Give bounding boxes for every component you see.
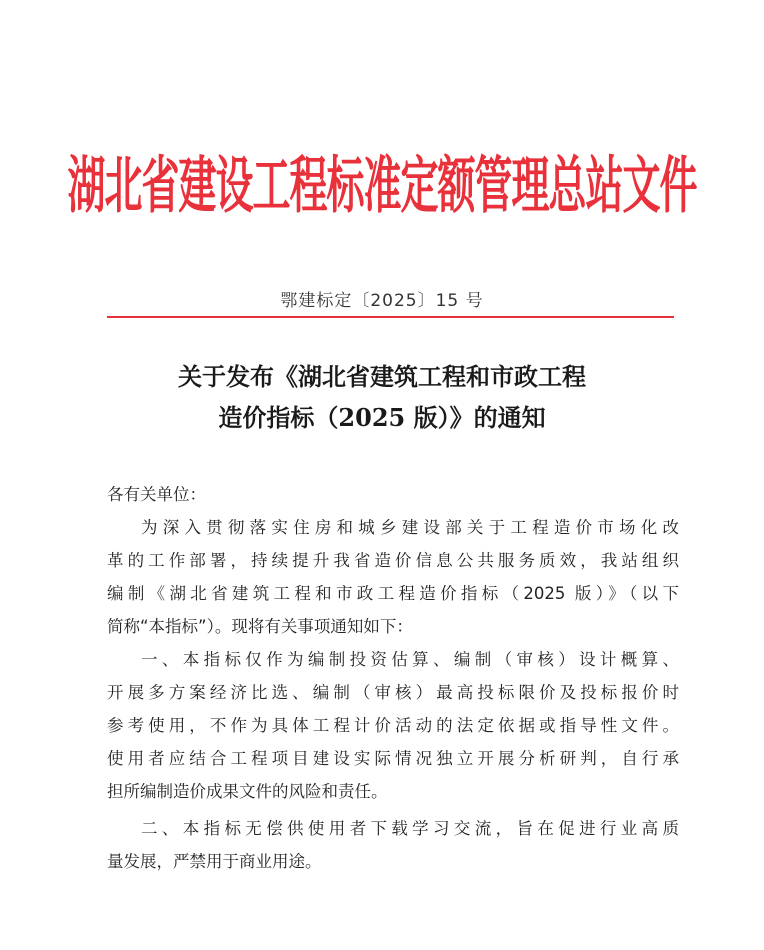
paragraph-3-line-1: 二、本指标无偿供使用者下载学习交流，旨在促进行业高质 (141, 819, 679, 838)
paragraph-2-line-3: 参考使用，不作为具体工程计价活动的法定依据或指导性文件。 (107, 716, 679, 735)
paragraph-1-line-1: 为深入贯彻落实住房和城乡建设部关于工程造价市场化改 (141, 518, 679, 537)
masthead-title: 湖北省建设工程标准定额管理总站文件 (67, 149, 697, 221)
paragraph-2-line-1: 一、本指标仅作为编制投资估算、编制（审核）设计概算、 (141, 650, 679, 669)
paragraph-2-line-4: 使用者应结合工程项目建设实际情况独立开展分析研判，自行承 (107, 749, 679, 768)
paragraph-1-line-2: 革的工作部署，持续提升我省造价信息公共服务质效，我站组织 (107, 551, 679, 570)
paragraph-1-line-4: 简称“本指标”）。现将有关事项通知如下： (107, 617, 413, 636)
paragraph-2-line-2: 开展多方案经济比选、编制（审核）最高投标限价及投标报价时 (107, 683, 679, 702)
document-number: 鄂建标定〔2025〕15 号 (280, 291, 484, 311)
notice-title-line-1: 关于发布《湖北省建筑工程和市政工程 (178, 362, 586, 391)
red-divider-line (107, 316, 674, 318)
paragraph-2-line-5: 担所编制造价成果文件的风险和责任。 (107, 782, 388, 801)
salutation: 各有关单位： (107, 485, 206, 504)
paragraph-3-line-2: 量发展，严禁用于商业用途。 (107, 852, 322, 871)
notice-title-line-2: 造价指标（2025 版）》的通知 (218, 403, 546, 432)
paragraph-1-line-3: 编制《湖北省建筑工程和市政工程造价指标（2025 版）》（以下 (107, 584, 679, 603)
